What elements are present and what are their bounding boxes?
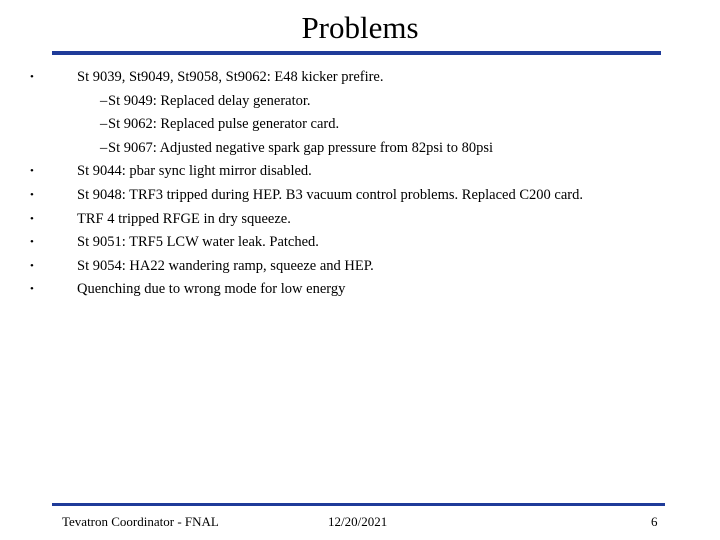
bullet-icon: • bbox=[30, 259, 34, 272]
footer-organization: Tevatron Coordinator - FNAL bbox=[62, 514, 219, 529]
dash-icon: – bbox=[100, 139, 108, 156]
list-item bbox=[30, 208, 710, 232]
bullet-icon: • bbox=[30, 188, 34, 201]
list-item-text: Quenching due to wrong mode for low energy bbox=[77, 281, 346, 298]
list-item bbox=[30, 231, 710, 255]
dash-icon: – bbox=[100, 116, 108, 133]
list-item-text: St 9048: TRF3 tripped during HEP. B3 vacuum control problems. Replaced C200 card. bbox=[77, 186, 583, 203]
bullet-icon: • bbox=[30, 283, 34, 296]
bullet-icon: • bbox=[30, 212, 34, 225]
footer-rule bbox=[52, 503, 665, 506]
sub-list-item bbox=[30, 90, 710, 114]
list-item-text: St 9051: TRF5 LCW water leak. Patched. bbox=[77, 234, 319, 251]
sub-list-item-text: St 9049: Replaced delay generator. bbox=[108, 92, 311, 109]
bullet-icon: • bbox=[30, 71, 34, 83]
sub-list-item-text: St 9067: Adjusted negative spark gap pressure from 82psi to 80psi bbox=[108, 139, 494, 156]
list-item-text: St 9054: HA22 wandering ramp, squeeze and HEP. bbox=[77, 257, 374, 274]
list-item bbox=[30, 160, 710, 184]
title-underline bbox=[52, 51, 661, 55]
list-item-text: TRF 4 tripped RFGE in dry squeeze. bbox=[77, 210, 291, 227]
sub-list-item bbox=[30, 137, 710, 161]
list-item-text: St 9044: pbar sync light mirror disabled. bbox=[77, 163, 312, 180]
list-item bbox=[30, 255, 710, 279]
bullet-list bbox=[30, 66, 710, 302]
bullet-icon: • bbox=[30, 236, 34, 249]
list-item bbox=[30, 184, 710, 208]
slide-title: Problems bbox=[301, 10, 419, 45]
list-item bbox=[30, 278, 710, 302]
footer-date: 12/20/2021 bbox=[328, 514, 388, 529]
footer-page-number: 6 bbox=[651, 514, 658, 529]
dash-icon: – bbox=[100, 92, 108, 109]
bullet-icon: • bbox=[30, 165, 34, 178]
list-item-text: St 9039, St9049, St9058, St9062: E48 kicker prefire. bbox=[77, 69, 384, 85]
sub-list-item-text: St 9062: Replaced pulse generator card. bbox=[108, 116, 340, 133]
sub-list-item bbox=[30, 113, 710, 137]
list-item bbox=[30, 66, 710, 90]
